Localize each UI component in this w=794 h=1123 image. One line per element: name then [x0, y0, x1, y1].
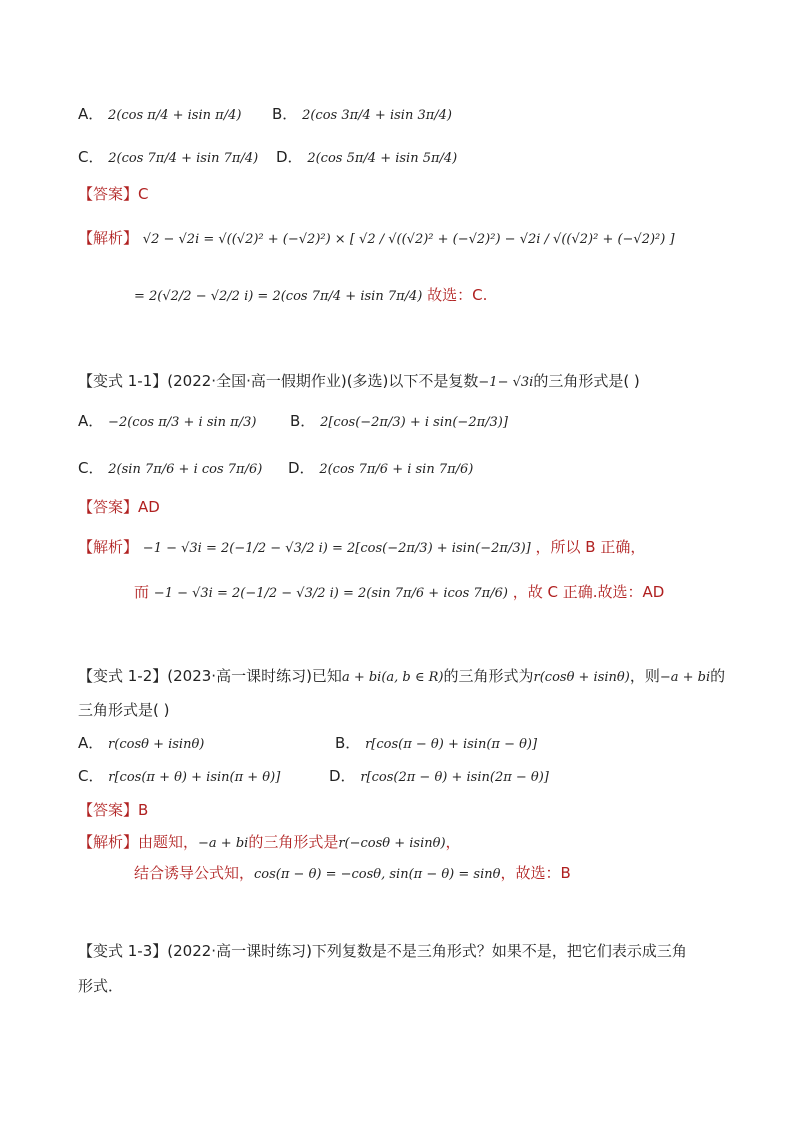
source-info: 2023·高一课时练习: [173, 667, 307, 685]
analysis-text: 结合诱导公式知，: [134, 864, 255, 882]
question-text: 形式．: [78, 977, 124, 995]
q1-option-d[interactable]: [288, 457, 473, 478]
analysis-text: ，所以 B 正确，: [535, 538, 646, 556]
option-letter: A．: [78, 412, 104, 430]
q1-analysis-line2: [134, 582, 664, 604]
analysis-label: 【解析】: [78, 538, 139, 556]
q2-option-b[interactable]: [335, 732, 537, 753]
analysis-math: √2 − √2i = √((√2)² + (−√2)²) × [ √2 / √((√2)² + (−√2)²) − √2i / √((√2)² + (−√2)²) ]: [142, 232, 675, 247]
variant-label: 【变式 1-1】(: [78, 372, 174, 390]
question-text: )下列复数是不是三角形式？如果不是，把它们表示成三角: [306, 942, 687, 960]
answer-value: B: [138, 801, 149, 819]
q0-option-d[interactable]: [276, 146, 457, 167]
q1-option-c[interactable]: [78, 457, 262, 478]
option-letter: B．: [290, 412, 316, 430]
q0-answer: [78, 184, 149, 204]
question-text: 的三角形式为: [443, 667, 534, 685]
question-math: a + bi(a, b ∈ R): [341, 670, 444, 685]
q1-analysis-line1: [78, 537, 645, 559]
option-expression: 2[cos(−2π/3) + i sin(−2π/3)]: [320, 415, 508, 430]
analysis-math: cos(π − θ) = −cosθ, sin(π − θ) = sinθ: [254, 867, 501, 882]
option-expression: r[cos(π − θ) + isin(π − θ)]: [365, 737, 538, 752]
analysis-conclusion: ，故选：B: [500, 864, 571, 882]
q0-analysis-line1: [78, 228, 675, 250]
question-math: −a + bi: [659, 670, 711, 685]
analysis-label: 【解析】: [78, 229, 139, 247]
option-letter: B．: [272, 105, 298, 123]
option-letter: C．: [78, 767, 104, 785]
option-expression: 2(cos 3π/4 + isin 3π/4): [302, 108, 452, 123]
q2-analysis-line1: [78, 832, 461, 854]
question-text: )(多选)以下不是复数: [340, 372, 479, 390]
question-text-tail: 的三角形式是( ): [533, 372, 640, 390]
question-text: 三角形式是( ): [78, 701, 170, 719]
option-letter: A．: [78, 105, 104, 123]
option-letter: C．: [78, 459, 104, 477]
q2-option-c[interactable]: [78, 765, 280, 786]
q0-analysis-line2: [134, 285, 487, 307]
q3-title-line2: [78, 976, 123, 996]
q0-option-b[interactable]: [272, 103, 452, 124]
option-expression: −2(cos π/3 + i sin π/3): [108, 415, 257, 430]
analysis-math: r(−cosθ + isinθ): [338, 836, 446, 851]
option-letter: D．: [276, 148, 303, 166]
option-expression: r(cosθ + isinθ): [108, 737, 205, 752]
q3-title: [78, 941, 687, 961]
option-letter: D．: [288, 459, 315, 477]
answer-label: 【答案】: [78, 498, 139, 516]
variant-label: 【变式 1-2】(: [78, 667, 174, 685]
analysis-math: −1 − √3i = 2(−1/2 − √3/2 i) = 2(sin 7π/6 + icos 7π/6): [153, 586, 508, 601]
option-expression: r[cos(2π − θ) + isin(2π − θ)]: [360, 770, 549, 785]
answer-label: 【答案】: [78, 801, 139, 819]
q2-option-d[interactable]: [329, 765, 549, 786]
variant-label: 【变式 1-3】(: [78, 942, 174, 960]
option-letter: A．: [78, 734, 104, 752]
answer-value: AD: [138, 498, 160, 516]
question-math: −1− √3i: [478, 375, 534, 390]
option-expression: 2(cos π/4 + isin π/4): [108, 108, 242, 123]
analysis-math: −a + bi: [198, 836, 249, 851]
q1-title: [78, 371, 640, 393]
q2-answer: [78, 800, 148, 820]
option-letter: D．: [329, 767, 356, 785]
source-info: 2022·高一课时练习: [173, 942, 307, 960]
q2-title: [78, 666, 725, 688]
option-expression: 2(cos 7π/6 + i sin 7π/6): [319, 462, 474, 477]
answer-value: C: [138, 185, 149, 203]
q1-option-a[interactable]: [78, 410, 256, 431]
q0-option-a[interactable]: [78, 103, 241, 124]
question-text: )已知: [306, 667, 342, 685]
q2-option-a[interactable]: [78, 732, 204, 753]
answer-label: 【答案】: [78, 185, 139, 203]
analysis-label: 【解析】: [78, 833, 139, 851]
analysis-conclusion: 故选：C.: [427, 286, 488, 304]
question-text: ，则: [629, 667, 660, 685]
analysis-math: = 2(√2/2 − √2/2 i) = 2(cos 7π/4 + isin 7π/4): [134, 289, 423, 304]
option-expression: r[cos(π + θ) + isin(π + θ)]: [108, 770, 281, 785]
analysis-text: 由题知，: [138, 833, 199, 851]
option-letter: B．: [335, 734, 361, 752]
option-letter: C．: [78, 148, 104, 166]
q2-title-line2: [78, 700, 169, 720]
analysis-text: 的三角形式是: [248, 833, 339, 851]
analysis-math: −1 − √3i = 2(−1/2 − √3/2 i) = 2[cos(−2π/3) + isin(−2π/3)]: [142, 541, 531, 556]
option-expression: 2(cos 7π/4 + isin 7π/4): [108, 151, 259, 166]
option-expression: 2(cos 5π/4 + isin 5π/4): [307, 151, 458, 166]
option-expression: 2(sin 7π/6 + i cos 7π/6): [108, 462, 263, 477]
analysis-text: 而: [134, 583, 150, 601]
question-math: r(cosθ + isinθ): [533, 670, 630, 685]
source-info: 2022·全国·高一假期作业: [173, 372, 341, 390]
q1-answer: [78, 497, 160, 517]
q1-option-b[interactable]: [290, 410, 508, 431]
analysis-text: ，: [445, 833, 461, 851]
question-text: 的: [710, 667, 726, 685]
q0-option-c[interactable]: [78, 146, 258, 167]
analysis-conclusion: ，故 C 正确.故选：AD: [512, 583, 665, 601]
q2-analysis-line2: [134, 863, 571, 885]
